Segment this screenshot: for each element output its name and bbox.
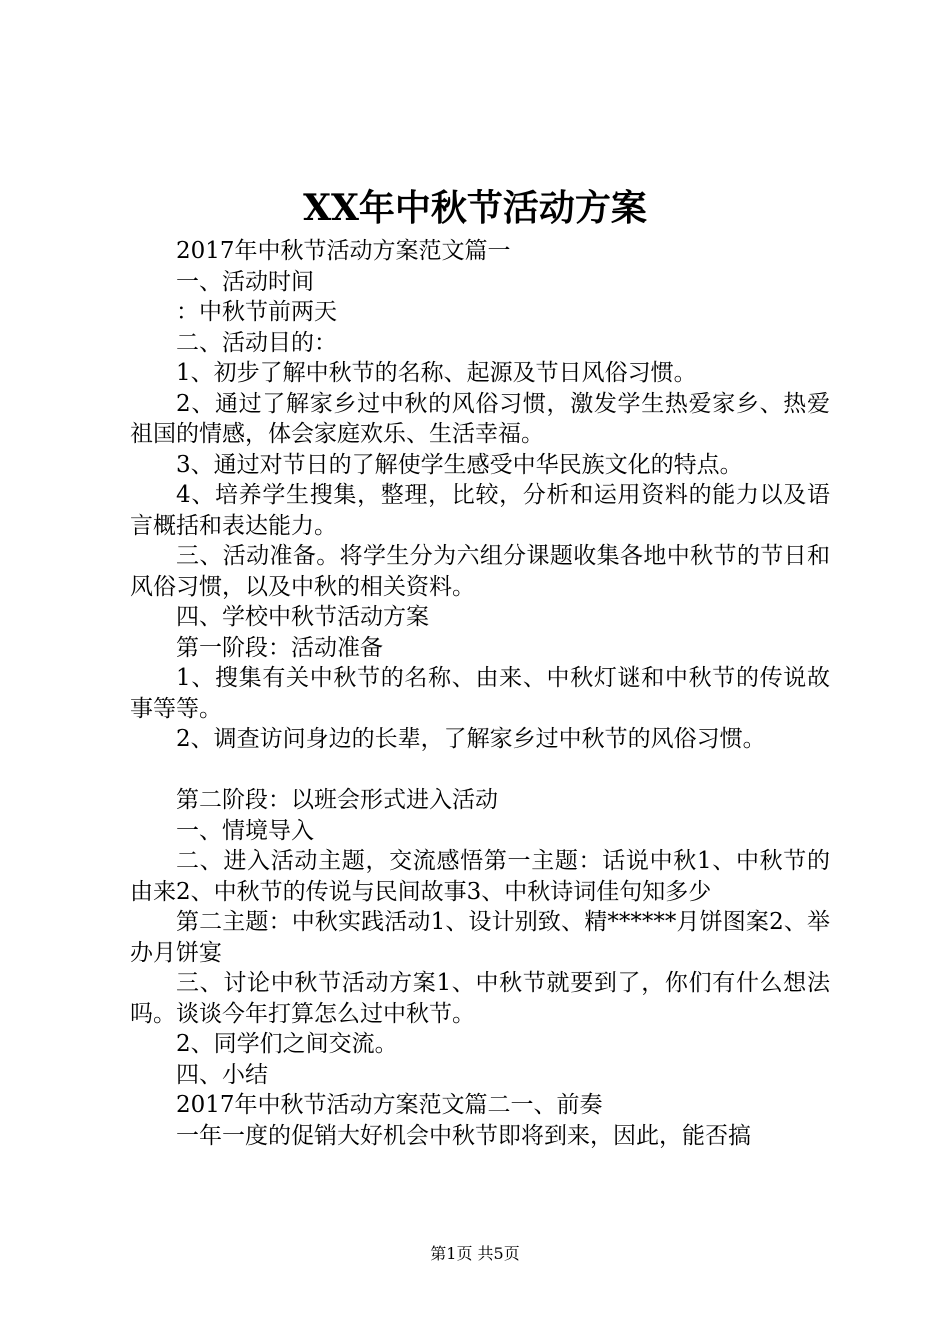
paragraph: 二、活动目的： — [176, 329, 337, 356]
paragraph: 一、情境导入 — [176, 817, 314, 844]
paragraph: 四、学校中秋节活动方案 — [176, 604, 429, 630]
paragraph: 一年一度的促销大好机会中秋节即将到来，因此，能否搞 — [176, 1122, 751, 1149]
paragraph: ：中秋节前两天 — [176, 299, 337, 325]
paragraph: 1、初步了解中秋节的名称、起源及节日风俗习惯。 — [176, 360, 697, 386]
paragraph: 1、搜集有关中秋节的名称、由来、中秋灯谜和中秋节的传说故事等等。 — [130, 665, 830, 722]
page-footer: 第1页 共5页 — [430, 1244, 520, 1263]
paragraph: 2、同学们之间交流。 — [176, 1031, 398, 1057]
paragraph: 三、活动准备。将学生分为六组分课题收集各地中秋节的节日和风俗习惯，以及中秋的相关资料。 — [130, 543, 830, 600]
paragraph: 2017年中秋节活动方案范文篇一 — [176, 238, 511, 264]
document-body — [130, 236, 830, 1151]
paragraph: 2、通过了解家乡过中秋的风俗习惯，激发学生热爱家乡、热爱祖国的情感，体会家庭欢乐、生活幸福。 — [130, 390, 830, 447]
blank-line — [130, 755, 830, 786]
paragraph: 二、进入活动主题，交流感悟第一主题：话说中秋1、中秋节的由来2、中秋节的传说与民间故事3、中秋诗词佳句知多少 — [130, 848, 830, 905]
paragraph: 第二阶段：以班会形式进入活动 — [176, 787, 498, 813]
paragraph: 一、活动时间 — [176, 268, 314, 295]
paragraph: 四、小结 — [176, 1061, 268, 1088]
document-title: XX年中秋节活动方案 — [303, 187, 647, 229]
paragraph: 3、通过对节日的了解使学生感受中华民族文化的特点。 — [176, 451, 743, 478]
paragraph: 第二主题：中秋实践活动1、设计别致、精******月饼图案2、举办月饼宴 — [130, 909, 830, 966]
paragraph: 三、讨论中秋节活动方案1、中秋节就要到了，你们有什么想法吗。谈谈今年打算怎么过中秋节。 — [130, 970, 830, 1027]
paragraph: 第一阶段：活动准备 — [176, 634, 383, 661]
paragraph: 2、调查访问身边的长辈，了解家乡过中秋节的风俗习惯。 — [176, 726, 766, 752]
paragraph: 2017年中秋节活动方案范文篇二一、前奏 — [176, 1092, 603, 1118]
paragraph: 4、培养学生搜集，整理，比较，分析和运用资料的能力以及语言概括和表达能力。 — [130, 482, 830, 539]
